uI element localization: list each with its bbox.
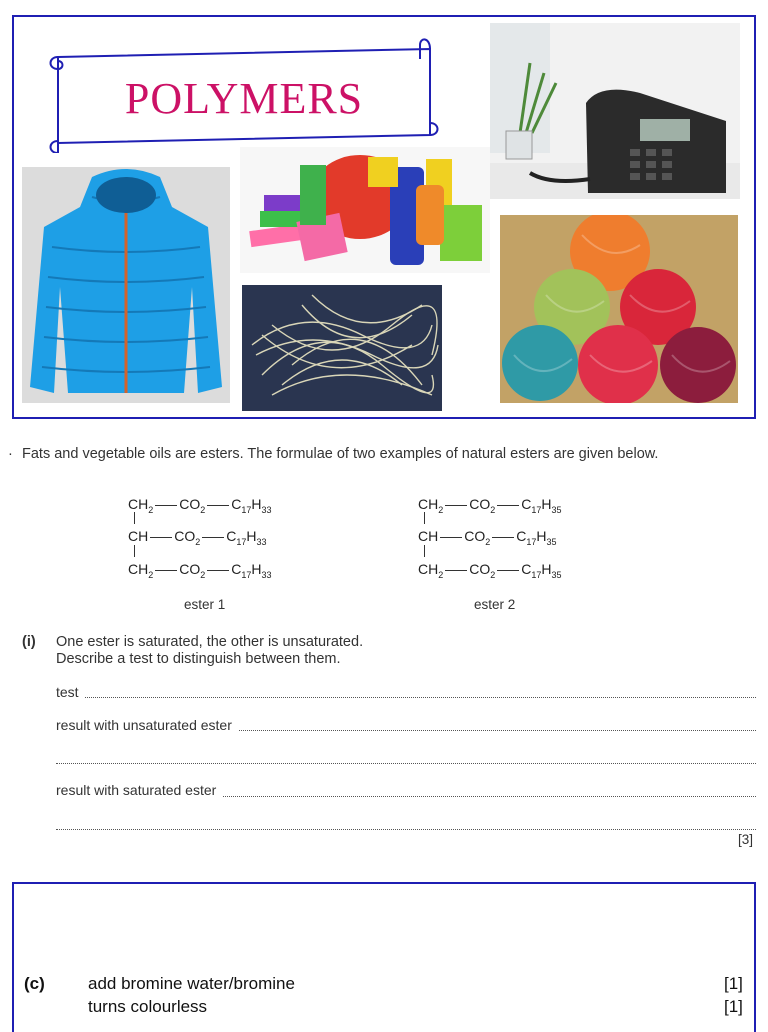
mark-scheme-row-2-text: turns colourless — [88, 997, 208, 1016]
mark-scheme-part-label: (c) — [24, 974, 45, 993]
ester-2-formula — [418, 496, 658, 586]
ester-2-row-2: CH $CO_2$ $C_{17}H_{35}$ — [418, 528, 557, 547]
part-i-line-1: One ester is saturated, the other is unsaturated. — [56, 634, 364, 650]
yarn-balls-image — [500, 215, 738, 403]
answer-line-saturated-cont[interactable] — [56, 829, 756, 830]
part-i-line-2: Describe a test to distinguish between them. — [56, 651, 341, 667]
test-label: test — [56, 684, 85, 700]
ester-1-row-1: $CH_2$ $CO_2$ $C_{17}H_{33}$ — [128, 496, 272, 515]
ester-2-row-3: $CH_2$ $CO_2$ $C_{17}H_{35}$ — [418, 561, 562, 580]
part-i-label: (i) — [22, 634, 36, 650]
desk-phone-image — [490, 23, 740, 199]
ester-1-row-3: $CH_2$ $CO_2$ $C_{17}H_{33}$ — [128, 561, 272, 580]
ester-2-row-1: $CH_2$ $CO_2$ $C_{17}H_{35}$ — [418, 496, 562, 515]
ester-1-row-2: CH $CO_2$ $C_{17}H_{33}$ — [128, 528, 267, 547]
ester-2-label: ester 2 — [474, 597, 516, 612]
mark-scheme-panel — [12, 882, 756, 1032]
saturated-result-label: result with saturated ester — [56, 782, 222, 798]
marks-total: [3] — [738, 832, 754, 847]
question-bullet: · — [8, 446, 13, 462]
polymers-collage-panel — [12, 15, 756, 419]
answer-line-test[interactable] — [56, 697, 756, 698]
mark-scheme-row-1-mark: [1] — [724, 974, 743, 993]
cleaning-supplies-image — [240, 147, 490, 273]
puffer-jacket-image — [22, 167, 230, 403]
unsaturated-result-label: result with unsaturated ester — [56, 717, 238, 733]
answer-line-unsaturated-cont[interactable] — [56, 763, 756, 764]
title-scroll-banner — [44, 35, 444, 153]
question-intro: Fats and vegetable oils are esters. The formulae of two examples of natural esters are given below. — [22, 446, 659, 462]
ester-1-label: ester 1 — [184, 597, 226, 612]
mark-scheme-row-2-mark: [1] — [724, 997, 743, 1016]
mark-scheme-row-1-text: add bromine water/bromine — [88, 974, 295, 993]
page-title: POLYMERS — [124, 74, 364, 123]
ester-1-formula — [128, 496, 368, 586]
fibres-image — [242, 285, 442, 411]
